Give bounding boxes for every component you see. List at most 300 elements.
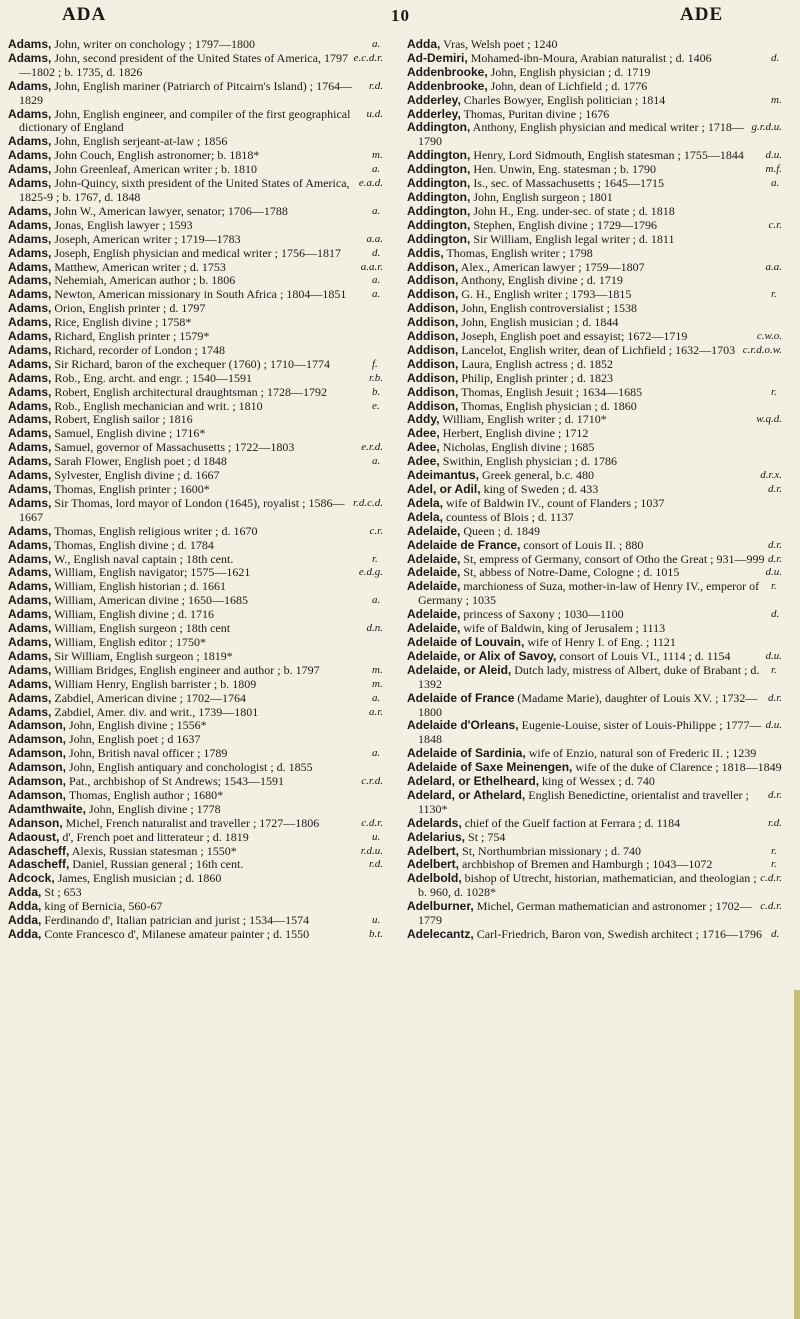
headword: Adderley, [407,106,461,121]
entry-text: John, English divine ; 1556* [69,718,207,733]
entry-text: Rob., Eng. archt. and engr. ; 1540—1591 [54,370,252,385]
headword: Adams, [8,148,52,163]
headword: Adelarius, [407,829,466,844]
entry-text: William, English writer ; d. 1710* [442,412,607,427]
dictionary-entry [8,928,383,942]
headword: Adams, [8,273,52,288]
dictionary-entry [407,650,782,664]
entry-text: Samuel, governor of Massachusetts ; 1722—1803 [54,440,295,455]
source-abbreviation: d.r. [767,788,782,801]
source-abbreviation: e.d.g. [358,566,383,579]
dictionary-entry [8,747,383,761]
dictionary-entry [407,789,782,817]
entry-text: John, English physician ; d. 1719 [490,64,651,79]
source-abbreviation: a. [372,288,381,301]
entry-text: John, English musician ; d. 1844 [461,315,619,330]
entry-text: Matthew, American writer ; d. 1753 [54,259,226,274]
entry-text: d', French poet and litterateur ; d. 1819 [62,829,249,844]
headword: Adamson, [8,774,67,789]
headword: Adams, [8,593,52,608]
headword: Adelaide, [407,621,461,636]
source-abbreviation: d.r. [767,552,782,565]
entry-text: John-Quincy, sixth president of the United States of America, 1825-9 ; b. 1767, d. 1848 [19,176,350,204]
dictionary-entry [8,469,383,483]
entry-text: William Henry, English barrister ; b. 1809 [54,676,257,691]
headword: Addington, [407,162,471,177]
headword: Adda, [407,37,441,51]
headword: Adelaide, or Alix of Savoy, [407,648,557,663]
entry-text: John, British naval officer ; 1789 [69,746,228,761]
source-abbreviation: d.r. [767,691,782,704]
dictionary-entry [8,386,383,400]
entry-text: James, English musician ; d. 1860 [57,871,222,886]
source-abbreviation: d. [771,608,780,621]
entry-text: Swithin, English physician ; d. 1786 [442,454,618,469]
dictionary-entry [8,636,383,650]
headword: Adamson, [8,760,67,775]
entry-text: Henry, Lord Sidmouth, English statesman ; 1755—1844 [473,148,744,163]
headword: Ad-Demiri, [407,50,468,65]
headword: Adams, [8,315,52,330]
dictionary-entry [8,553,383,567]
dictionary-entry [407,108,782,122]
entry-text: Vras, Welsh poet ; 1240 [443,37,558,51]
entry-text: wife of the duke of Clarence ; 1818—1849 [575,760,782,775]
entry-text: St, empress of Germany, consort of Otho the Great ; 931—999 [463,551,765,566]
dictionary-entry [8,302,383,316]
dictionary-entry [8,566,383,580]
left-column [8,38,383,942]
headword: Addington, [407,148,471,163]
source-abbreviation: a.a. [765,260,782,273]
dictionary-entry [407,831,782,845]
headword: Adams, [8,134,52,149]
right-column [407,38,782,942]
source-abbreviation: e.c.d.r. [353,51,383,64]
headword: Adams, [8,398,52,413]
headword: Adelaide, [407,579,461,594]
dictionary-entry [8,372,383,386]
source-abbreviation: b. [372,385,381,398]
entry-text: Lancelot, English writer, dean of Lichfield ; 1632—1703 [461,342,736,357]
source-abbreviation: r.d. [368,79,383,92]
entry-text: John, writer on conchology ; 1797—1800 [54,37,256,51]
headword: Adamson, [8,732,67,747]
source-abbreviation: r.d.u. [360,844,383,857]
source-abbreviation: r. [771,858,777,871]
entry-text: John Greenleaf, American writer ; b. 1810 [54,162,257,177]
entry-text: Richard, English printer ; 1579* [54,329,210,344]
dictionary-entry [407,636,782,650]
headword: Addington, [407,203,471,218]
headword: Adelburner, [407,899,474,914]
headword: Adams, [8,621,52,636]
source-abbreviation: r.d. [368,858,383,871]
entry-text: John, English mariner (Patriarch of Pitcairn's Island) ; 1764—1829 [19,78,353,107]
entry-text: Newton, American missionary in South Africa ; 1804—1851 [54,287,347,302]
headword: Addison, [407,329,459,344]
headword: Adams, [8,287,52,302]
headword: Adelaide, or Aleid, [407,662,512,677]
dictionary-entry [8,205,383,219]
dictionary-entry [8,38,383,52]
headword: Adelaide of Louvain, [407,634,525,649]
headword: Adams, [8,370,52,385]
source-abbreviation: u. [372,830,381,843]
headword: Adams, [8,551,52,566]
entry-text: St, Northumbrian missionary ; d. 740 [462,843,642,858]
dictionary-entry [407,38,782,52]
entry-text: Sir William, English legal writer ; d. 1811 [473,231,675,246]
headword: Adamson, [8,718,67,733]
source-abbreviation: a. [372,38,381,50]
dictionary-entry [407,163,782,177]
headword: Addenbrooke, [407,64,488,79]
dictionary-entry [407,233,782,247]
entry-text: Carl-Friedrich, Baron von, Swedish architect ; 1716—1796 [476,927,762,941]
entry-text: Thomas, English divine ; d. 1784 [54,537,214,552]
headword: Adamson, [8,787,67,802]
dictionary-entry [8,692,383,706]
dictionary-entry [407,483,782,497]
headword: Adams, [8,648,52,663]
dictionary-entry [407,316,782,330]
dictionary-entry [407,719,782,747]
entry-text: Charles Bowyer, English politician ; 1814 [463,92,666,107]
entry-text: princess of Saxony ; 1030—1100 [463,607,624,622]
dictionary-entry [407,845,782,859]
dictionary-entry [407,608,782,622]
dictionary-entry [407,900,782,928]
headword: Adams, [8,329,52,344]
dictionary-entry [407,441,782,455]
entry-text: Mohamed-ibn-Moura, Arabian naturalist ; d. 1406 [470,50,712,65]
dictionary-entry [8,817,383,831]
entry-text: Rice, English divine ; 1758* [54,315,192,330]
entry-text: Thomas, English Jesuit ; 1634—1685 [461,384,643,399]
entry-text: Greek general, b.c. 480 [482,468,594,483]
dictionary-entry [407,66,782,80]
dictionary-entry [8,330,383,344]
dictionary-entry [407,344,782,358]
headword: Adel, or Adil, [407,482,481,496]
headword: Adams, [8,704,52,719]
entry-text: Alexis, Russian statesman ; 1550* [71,843,237,858]
dictionary-entry [407,191,782,205]
dictionary-entry [407,400,782,414]
headword: Adelaide, [407,523,461,538]
entry-text: wife of Baldwin, king of Jerusalem ; 1113 [463,621,666,636]
headword: Adelbert, [407,857,460,872]
entry-text: Is., sec. of Massachusetts ; 1645—1715 [473,176,664,191]
headword: Adams, [8,245,52,260]
source-abbreviation: a. [372,274,381,287]
entry-text: John, English serjeant-at-law ; 1856 [54,134,228,149]
source-abbreviation: d. [771,928,780,940]
headword: Adams, [8,634,52,649]
entry-text: king of Sweden ; d. 433 [483,482,599,496]
dictionary-entry [407,177,782,191]
entry-text: Thomas, Puritan divine ; 1676 [463,106,610,121]
source-abbreviation: a.a.r. [360,260,383,273]
entry-text: wife of Henry I. of Eng. ; 1121 [527,634,676,649]
entry-text: Jonas, English lawyer ; 1593 [54,217,193,232]
source-abbreviation: d. [771,51,780,64]
headword: Adaoust, [8,829,60,844]
headword: Adelaide d'Orleans, [407,718,519,733]
entry-text: bishop of Utrecht, historian, mathematician, and theologian ; b. 960, d. 1028* [418,871,757,900]
headword: Adelaide, [407,565,461,580]
headword: Adams, [8,440,52,455]
dictionary-entry [8,344,383,358]
entry-text: Joseph, English physician and medical writer ; 1756—1817 [54,245,341,260]
entry-text: Robert, English sailor ; 1816 [54,412,193,427]
headword: Adams, [8,523,52,538]
dictionary-entry [8,427,383,441]
entry-text: Nicholas, English divine ; 1685 [442,440,595,455]
dictionary-entry [407,80,782,94]
dictionary-entry [407,149,782,163]
dictionary-entry [8,497,383,525]
entry-text: John, English engineer, and compiler of the first geographical dictionary of England [19,106,351,135]
headword: Addison, [407,315,459,330]
headword: Addis, [407,245,444,260]
headword: Adams, [8,356,52,371]
source-abbreviation: c.r. [768,218,782,231]
headword: Adams, [8,301,52,316]
entry-text: John, English poet ; d 1637 [69,732,201,747]
headword: Adams, [8,662,52,677]
dictionary-entry [8,733,383,747]
entry-text: Rob., English mechanician and writ. ; 1810 [54,398,263,413]
headword: Addison, [407,259,459,274]
dictionary-entry [8,247,383,261]
headword: Adams, [8,579,52,594]
headword: Adams, [8,454,52,469]
dictionary-entry [407,427,782,441]
dictionary-entry [407,386,782,400]
entry-text: Anthony, English physician and medical writer ; 1718—1790 [418,120,744,149]
source-abbreviation: m. [372,663,383,676]
entry-text: wife of Baldwin IV., count of Flanders ; 1037 [446,495,665,510]
entry-text: John Couch, English astronomer; b. 1818* [54,148,260,163]
dictionary-entry [8,900,383,914]
entry-text: John, English divine ; 1778 [89,801,221,816]
entry-text: Sarah Flower, English poet ; d 1848 [54,454,227,469]
headword: Addison, [407,287,459,302]
dictionary-entry [8,441,383,455]
dictionary-entry [407,52,782,66]
headword: Addenbrooke, [407,78,488,93]
headword: Adams, [8,342,52,357]
entry-text: Conte Francesco d', Milanese amateur painter ; d. 1550 [44,927,310,941]
headword: Adams, [8,565,52,580]
dictionary-entry [8,274,383,288]
entry-text: consort of Louis VI., 1114 ; d. 1154 [559,648,731,663]
entry-text: Thomas, English writer ; 1798 [446,245,593,260]
headword: Addison, [407,356,459,371]
source-abbreviation: a. [372,594,381,607]
entry-text: John H., Eng. under-sec. of state ; d. 1818 [473,203,675,218]
entry-text: countess of Blois ; d. 1137 [446,509,574,524]
source-abbreviation: e.r.d. [361,441,383,454]
headword: Adda, [8,927,42,941]
dictionary-entry [407,358,782,372]
entry-text: John, second president of the United States of America, 1797—1802 ; b. 1735, d. 1826 [19,50,348,79]
dictionary-entry [407,872,782,900]
headword: Adams, [8,482,52,496]
headword: Adascheff, [8,857,70,872]
headword: Addison, [407,398,459,413]
source-abbreviation: r. [771,663,777,676]
dictionary-entry [407,330,782,344]
dictionary-entry [407,413,782,427]
entry-text: John, English controversialist ; 1538 [461,301,637,316]
entry-text: St ; 653 [44,885,82,900]
running-head-left: ADA [62,4,107,25]
headword: Adamson, [8,746,67,761]
entry-text: Thomas, English author ; 1680* [68,787,224,802]
dictionary-entry [8,886,383,900]
headword: Addington, [407,120,471,135]
entry-text: English Benedictine, orientalist and traveller ; 1130* [418,787,749,816]
dictionary-entry [8,775,383,789]
entry-text: Philip, English printer ; d. 1823 [461,370,613,385]
dictionary-entry [8,288,383,302]
headword: Adascheff, [8,843,70,858]
source-abbreviation: d.n. [366,622,383,635]
entry-text: Nehemiah, American author ; b. 1806 [54,273,236,288]
entry-text: St, abbess of Notre-Dame, Cologne ; d. 1015 [463,565,680,580]
entry-text: Michel, German mathematician and astronomer ; 1702—1779 [418,899,752,928]
dictionary-entry [407,219,782,233]
headword: Addison, [407,370,459,385]
dictionary-entry [8,914,383,928]
source-abbreviation: r. [771,844,777,857]
source-abbreviation: m. [372,677,383,690]
dictionary-entry [8,525,383,539]
headword: Adams, [8,607,52,622]
entry-text: Laura, English actress ; d. 1852 [461,356,613,371]
source-abbreviation: w.q.d. [756,413,782,426]
headword: Adelaide of France [407,690,515,705]
dictionary-entry [407,858,782,872]
entry-text: Zabdiel, Amer. div. and writ., 1739—1801 [54,704,259,719]
source-abbreviation: a. [372,204,381,217]
headword: Adee, [407,440,440,455]
entry-text: Samuel, English divine ; 1716* [54,426,206,441]
entry-text: Joseph, American writer ; 1719—1783 [54,231,241,246]
entry-text: William Bridges, English engineer and author ; b. 1797 [54,662,320,677]
dictionary-entry [407,469,782,483]
source-abbreviation: m. [372,149,383,162]
source-abbreviation: d.u. [765,149,782,162]
dictionary-entry [8,872,383,886]
source-abbreviation: d. [372,246,381,259]
dictionary-entry [8,761,383,775]
entry-text: Pat., archbishop of St Andrews; 1543—1591 [69,774,285,789]
dictionary-entry [8,135,383,149]
headword: Adams, [8,162,52,177]
source-abbreviation: c.d.r. [361,816,383,829]
running-head-right: ADE [680,4,724,25]
entry-text: Michel, French naturalist and traveller ; 1727—1806 [65,815,320,830]
headword: Adams, [8,259,52,274]
source-abbreviation: f. [372,357,378,370]
source-abbreviation: e.a.d. [358,177,383,190]
dictionary-entry [407,205,782,219]
source-abbreviation: d.u. [765,566,782,579]
entry-text: Ferdinando d', Italian patrician and jurist ; 1534—1574 [44,913,310,928]
entry-text: Joseph, English poet and essayist; 1672—1719 [461,329,688,344]
headword: Adams, [8,78,52,93]
headword: Adams, [8,690,52,705]
entry-text: William, American divine ; 1650—1685 [54,593,248,608]
source-abbreviation: d.r. [767,483,782,495]
dictionary-entry [8,400,383,414]
headword: Adda, [8,913,42,928]
dictionary-entry [407,261,782,275]
headword: Adams, [8,176,52,191]
page-header [0,0,800,30]
source-abbreviation: r. [771,288,777,301]
dictionary-entry [8,261,383,275]
entry-text: king of Wessex ; d. 740 [542,774,655,789]
dictionary-entry [8,52,383,80]
headword: Adams, [8,384,52,399]
entry-text: Queen ; d. 1849 [463,523,541,538]
source-abbreviation: e. [372,399,380,412]
headword: Adams, [8,50,52,65]
source-abbreviation: d.u. [765,649,782,662]
dictionary-entry [407,747,782,761]
headword: Adelbert, [407,843,460,858]
headword: Adelard, or Ethelheard, [407,774,540,789]
source-abbreviation: c.r.d. [361,775,383,788]
dictionary-entry [8,177,383,205]
headword: Addington, [407,231,471,246]
headword: Adderley, [407,92,461,107]
dictionary-entry [8,483,383,497]
source-abbreviation: d.r. [767,538,782,551]
entry-text: Alex., American lawyer ; 1759—1807 [460,259,645,274]
dictionary-entry [407,121,782,149]
dictionary-entry [8,789,383,803]
headword: Addington, [407,217,471,232]
entry-text: Sir William, English surgeon ; 1819* [54,648,233,663]
headword: Adelaide de France, [407,537,521,552]
dictionary-entry [8,108,383,136]
entry-text: Zabdiel, American divine ; 1702—1764 [54,690,246,705]
dictionary-entry [8,149,383,163]
entry-text: Daniel, Russian general ; 16th cent. [72,857,244,872]
headword: Adelard, or Athelard, [407,787,526,802]
entry-text: Eugenie-Louise, sister of Louis-Philippe ; 1777—1848 [418,718,762,747]
dictionary-entry [8,233,383,247]
entry-text: William, English navigator; 1575—1621 [54,565,251,580]
dictionary-entry [407,94,782,108]
entry-text: W., English naval captain ; 18th cent. [54,551,234,566]
dictionary-entry [8,678,383,692]
headword: Adams, [8,676,52,691]
dictionary-entry [8,858,383,872]
source-abbreviation: c.w.o. [756,330,782,343]
dictionary-entry [407,664,782,692]
dictionary-entry [8,664,383,678]
dictionary-entry [8,803,383,817]
entry-text: William, English divine ; d. 1716 [54,607,214,622]
entry-text: Orion, English printer ; d. 1797 [54,301,206,316]
